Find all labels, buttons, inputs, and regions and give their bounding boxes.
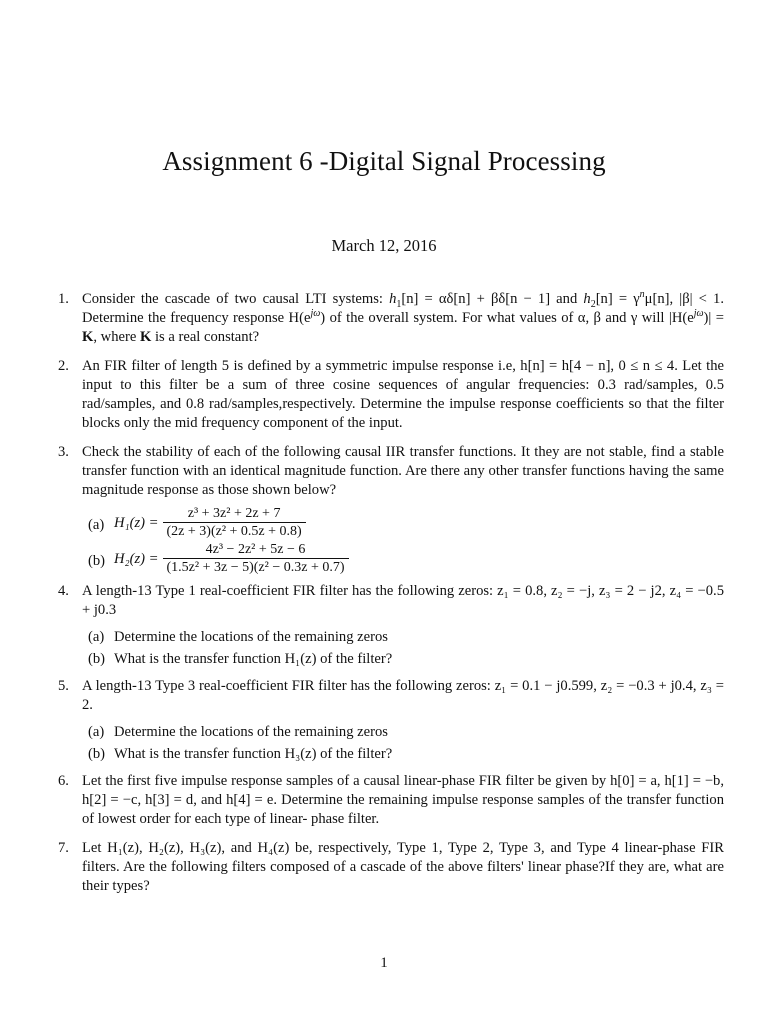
equation-lhs: H₂(z) = bbox=[114, 550, 159, 567]
question-4 bbox=[58, 582, 724, 669]
sub-question-a bbox=[82, 628, 724, 647]
fraction bbox=[163, 542, 349, 576]
denominator: (2z + 3)(z² + 0.5z + 0.8) bbox=[163, 522, 306, 540]
sub-label: (a) bbox=[88, 517, 105, 533]
question-number: 7. bbox=[58, 840, 69, 856]
question-text: An FIR filter of length 5 is defined by a symmetric impulse response i.e, h[n] = h[4 − n], 0 ≤ n ≤ 4. Let the input to this filter be a sum of three cosine sequences of angular frequencies: 0.3 rad/samples, 0.5 rad/samples, and 0.8 rad/samples,respectively. Determine the impulse response coefficients so that the filter blocks only the mid frequency component of the input. bbox=[82, 358, 724, 431]
question-text: A length-13 Type 1 real-coefficient FIR filter has the following zeros: z₁ = 0.8, z₂ = −j, z₃ = 2 − j2, z₄ = −0.5 + j0.3 bbox=[82, 583, 724, 618]
question-number: 4. bbox=[58, 583, 69, 599]
question-7 bbox=[58, 839, 724, 896]
sub-question-text: What is the transfer function H₁(z) of the filter? bbox=[114, 651, 393, 667]
question-number: 5. bbox=[58, 678, 69, 694]
numerator: 4z³ − 2z² + 5z − 6 bbox=[205, 542, 306, 557]
sub-question-b bbox=[82, 650, 724, 669]
document-date: March 12, 2016 bbox=[331, 236, 437, 255]
sub-question-list bbox=[82, 723, 724, 764]
sub-question-a bbox=[82, 506, 724, 540]
question-number: 6. bbox=[58, 773, 69, 789]
sub-question-text: Determine the locations of the remaining zeros bbox=[114, 724, 388, 740]
question-3 bbox=[58, 443, 724, 576]
page-number: 1 bbox=[380, 955, 388, 971]
question-5 bbox=[58, 677, 724, 764]
question-text: Consider the cascade of two causal LTI systems: $h_1[n] = \alpha\delta[n] + \beta\delta[n - 1]$ and $h_2[n] = \gamma^n\mu[n]$, |β| < 1. Determine the frequency response $H(e^{j\omega})$ of the overall system. For what values of α, β and γ will $|H(e^{j\omega})| = K$, where K is a real constant? bbox=[82, 289, 724, 345]
question-1 bbox=[58, 290, 724, 347]
sub-question-list bbox=[82, 628, 724, 669]
question-text: A length-13 Type 3 real-coefficient FIR filter has the following zeros: z₁ = 0.1 − j0.599, z₂ = −0.3 + j0.4, z₃ = 2. bbox=[82, 678, 724, 713]
question-number: 2. bbox=[58, 358, 69, 374]
question-text: Let the first five impulse response samples of a causal linear-phase FIR filter be given by h[0] = a, h[1] = −b, h[2] = −c, h[3] = d, and h[4] = e. Determine the remaining impulse response samples of the transfer function of lowest order for each type of linear- phase filter. bbox=[82, 773, 724, 827]
sub-label: (b) bbox=[88, 651, 106, 667]
equation-lhs: H₁(z) = bbox=[114, 514, 159, 531]
sub-question-b bbox=[82, 542, 724, 576]
numerator: z³ + 3z² + 2z + 7 bbox=[187, 506, 281, 521]
document-title: Assignment 6 -Digital Signal Processing bbox=[162, 146, 606, 176]
sub-label: (a) bbox=[88, 724, 105, 740]
sub-question-text: What is the transfer function H₃(z) of the filter? bbox=[114, 746, 393, 762]
question-number: 3. bbox=[58, 444, 69, 460]
sub-label: (b) bbox=[88, 746, 106, 762]
sub-question-list bbox=[82, 506, 724, 576]
sub-question-text: Determine the locations of the remaining zeros bbox=[114, 629, 388, 645]
denominator: (1.5z² + 3z − 5)(z² − 0.3z + 0.7) bbox=[163, 558, 349, 576]
question-number: 1. bbox=[58, 291, 69, 307]
fraction bbox=[163, 506, 306, 540]
question-text: Let H₁(z), H₂(z), H₃(z), and H₄(z) be, respectively, Type 1, Type 2, Type 3, and Type 4 linear-phase FIR filters. Are the following filters composed of a cascade of the above filters' linear phase?If they are, what are their types? bbox=[82, 840, 724, 894]
question-text: Check the stability of each of the following causal IIR transfer functions. It they are not stable, find a stable transfer function with an identical magnitude function. Are there any other transfer functions having the same magnitude response as those shown below? bbox=[82, 444, 724, 498]
question-6 bbox=[58, 772, 724, 829]
question-list bbox=[58, 290, 724, 896]
sub-question-a bbox=[82, 723, 724, 742]
sub-label: (b) bbox=[88, 553, 106, 569]
sub-question-b bbox=[82, 745, 724, 764]
sub-label: (a) bbox=[88, 629, 105, 645]
question-2 bbox=[58, 357, 724, 433]
